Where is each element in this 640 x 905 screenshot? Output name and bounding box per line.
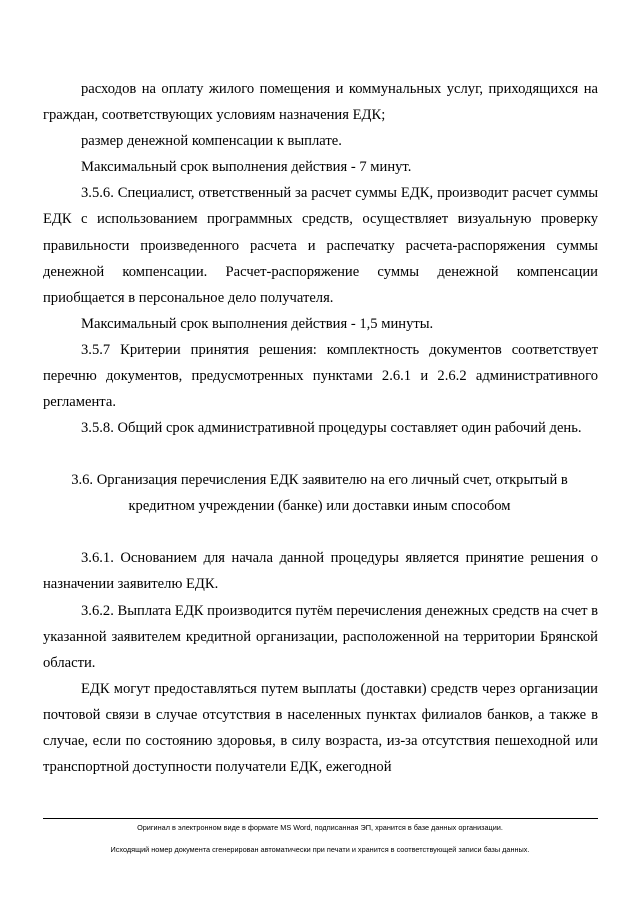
paragraph: 3.5.6. Специалист, ответственный за расчет суммы ЕДК, производит расчет суммы ЕДК с использованием программных средств, осуществляет визуальную проверку правильности произведенного расчета и распечатку расчета-распоряжения суммы денежной компенсации. Расчет-распоряжение суммы денежной компенсации приобщается в персональное дело получателя.	[43, 185, 598, 306]
paragraph: 3.6.2. Выплата ЕДК производится путём перечисления денежных средств на счет в указанной заявителем кредитной организации, расположенной на территории Брянской области.	[43, 602, 598, 671]
paragraph: ЕДК могут предоставляться путем выплаты (доставки) средств через организации почтовой связи в случае отсутствия в населенных пунктах филиалов банков, а также в случае, если по состоянию здоровья, в силу возраста, из-за отсутствия пешеходной или транспортной доступности получатели ЕДК, ежегодной	[43, 680, 598, 776]
section-heading: 3.6. Организация перечисления ЕДК заявителю на его личный счет, открытый в кредитном учреждении (банке) или доставки иным способом	[71, 472, 568, 515]
paragraph: Максимальный срок выполнения действия - 7 минут.	[81, 159, 412, 176]
paragraph: 3.5.7 Критерии принятия решения: комплектность документов соответствует перечню документов, предусмотренных пунктами 2.6.1 и 2.6.2 административного регламента.	[43, 341, 598, 411]
paragraph: расходов на оплату жилого помещения и коммунальных услуг, приходящихся на граждан, соответствующих условиям назначения ЕДК;	[43, 81, 598, 124]
paragraph: 3.6.1. Основанием для начала данной процедуры является принятие решения о назначении заявителю ЕДК.	[43, 550, 598, 593]
paragraph: размер денежной компенсации к выплате.	[81, 133, 342, 150]
footer-note-number: Исходящий номер документа сгенерирован автоматически при печати и хранится в соответствующей записи базы данных.	[110, 845, 530, 854]
footer-divider	[43, 818, 598, 819]
paragraph: 3.5.8. Общий срок административной процедуры составляет один рабочий день.	[81, 420, 582, 437]
footer-note-original: Оригинал в электронном виде в формате MS Word, подписанная ЭП, хранится в базе данных организации.	[137, 823, 503, 832]
paragraph: Максимальный срок выполнения действия - 1,5 минуты.	[81, 315, 434, 332]
document-body	[43, 76, 598, 780]
